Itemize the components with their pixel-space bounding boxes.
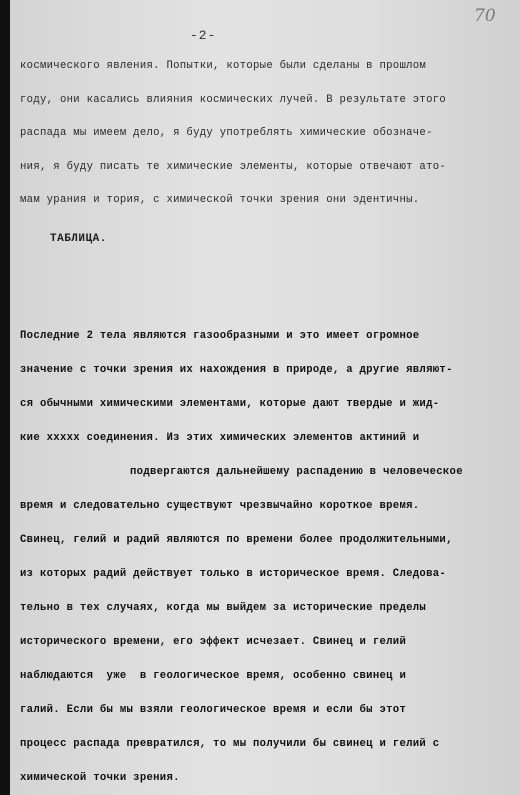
paragraph2-line: время и следовательно существуют чрезвычайно короткое время. <box>20 500 420 512</box>
paragraph2-line: ся обычными химическими элементами, которые дают твердые и жид- <box>20 398 440 410</box>
paragraph2-line: тельно в тех случаях, когда мы выйдем за исторические пределы <box>20 602 427 614</box>
paragraph2-line: из которых радий действует только в историческое время. Следова- <box>20 568 447 580</box>
paragraph2-line: подвергаются дальнейшему распадению в человеческое <box>130 466 463 478</box>
paragraph2-line: химической точки зрения. <box>20 772 180 784</box>
paragraph1-line: космического явления. Попытки, которые были сделаны в прошлом <box>20 60 427 72</box>
paragraph2-line: галий. Если бы мы взяли геологическое время и если бы этот <box>20 704 407 716</box>
paragraph2-line: Последние 2 тела являются газообразными и это имеет огромное <box>20 330 420 342</box>
paragraph2-line: исторического времени, его эффект исчезает. Свинец и гелий <box>20 636 407 648</box>
paragraph2-line: Свинец, гелий и радий являются по времени более продолжительными, <box>20 534 453 546</box>
paragraph1-line: ния, я буду писать те химические элементы, которые отвечают ато- <box>20 161 447 173</box>
paragraph2-line: кие ххххх соединения. Из этих химических элементов актиний и <box>20 432 420 444</box>
page-number: -2- <box>190 28 217 43</box>
archive-page-number: 70 <box>474 6 496 26</box>
paragraph1-line: году, они касались влияния космических лучей. В результате этого <box>20 94 447 106</box>
table-heading: ТАБЛИЦА. <box>50 233 107 245</box>
paragraph2-line: значение с точки зрения их нахождения в природе, а другие являют- <box>20 364 453 376</box>
paragraph2-line: процесс распада превратился, то мы получили бы свинец и гелий с <box>20 738 440 750</box>
paragraph1-line: распада мы имеем дело, я буду употреблять химические обозначе- <box>20 127 433 139</box>
paragraph2-line: наблюдаются уже в геологическое время, особенно свинец и <box>20 670 407 682</box>
document-page <box>10 0 520 795</box>
paragraph1-line: мам урания и тория, с химической точки зрения они эдентичны. <box>20 194 420 206</box>
scan-border <box>0 0 10 795</box>
